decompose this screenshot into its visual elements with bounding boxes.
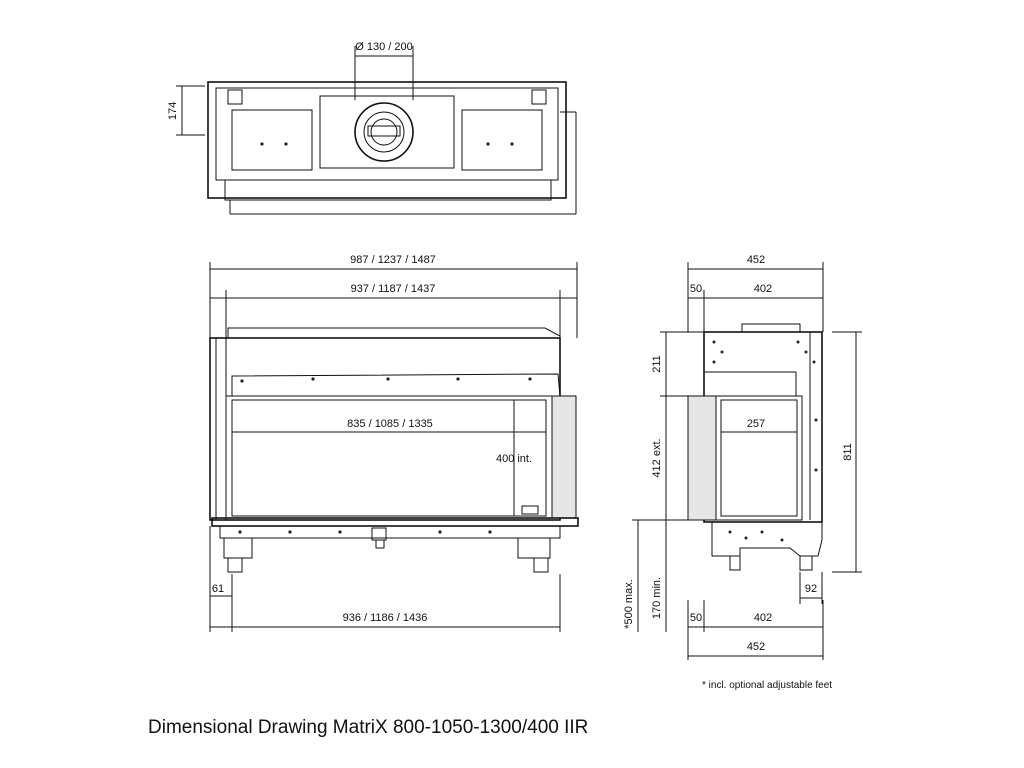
side-max-height-label: *500 max. <box>623 579 635 629</box>
side-offset-top-label: 50 <box>689 283 703 295</box>
side-min-height-label: 170 min. <box>651 576 663 620</box>
front-base-width-label: 936 / 1186 / 1436 <box>342 612 428 624</box>
side-ext-height-label: 412 ext. <box>651 438 663 478</box>
front-view <box>210 254 578 632</box>
side-depth-top-label: 402 <box>753 283 773 295</box>
top-view <box>167 41 576 214</box>
side-view <box>623 254 862 660</box>
top-diameter-label: Ø 130 / 200 <box>355 41 413 53</box>
side-total-height-label: 811 <box>842 443 854 461</box>
side-upper-height-label: 211 <box>651 355 663 373</box>
top-height-label: 174 <box>167 101 179 121</box>
side-offset-bottom-label: 50 <box>689 612 703 624</box>
front-inner-width-label: 937 / 1187 / 1437 <box>350 283 436 295</box>
front-internal-height-label: 400 int. <box>495 453 533 465</box>
side-total-depth-bottom-label: 452 <box>746 641 766 653</box>
drawing-caption: Dimensional Drawing MatriX 800-1050-1300/400 IIR <box>148 717 589 738</box>
footnote: * incl. optional adjustable feet <box>702 680 833 691</box>
side-inner-depth-label: 257 <box>746 418 766 430</box>
side-depth-bottom-label: 402 <box>753 612 773 624</box>
front-glass-width-label: 835 / 1085 / 1335 <box>347 418 433 430</box>
front-foot-offset-label: 61 <box>211 583 225 595</box>
side-foot-offset-label: 92 <box>804 583 818 595</box>
side-total-depth-top-label: 452 <box>746 254 766 266</box>
front-outer-width-label: 987 / 1237 / 1487 <box>350 254 436 266</box>
